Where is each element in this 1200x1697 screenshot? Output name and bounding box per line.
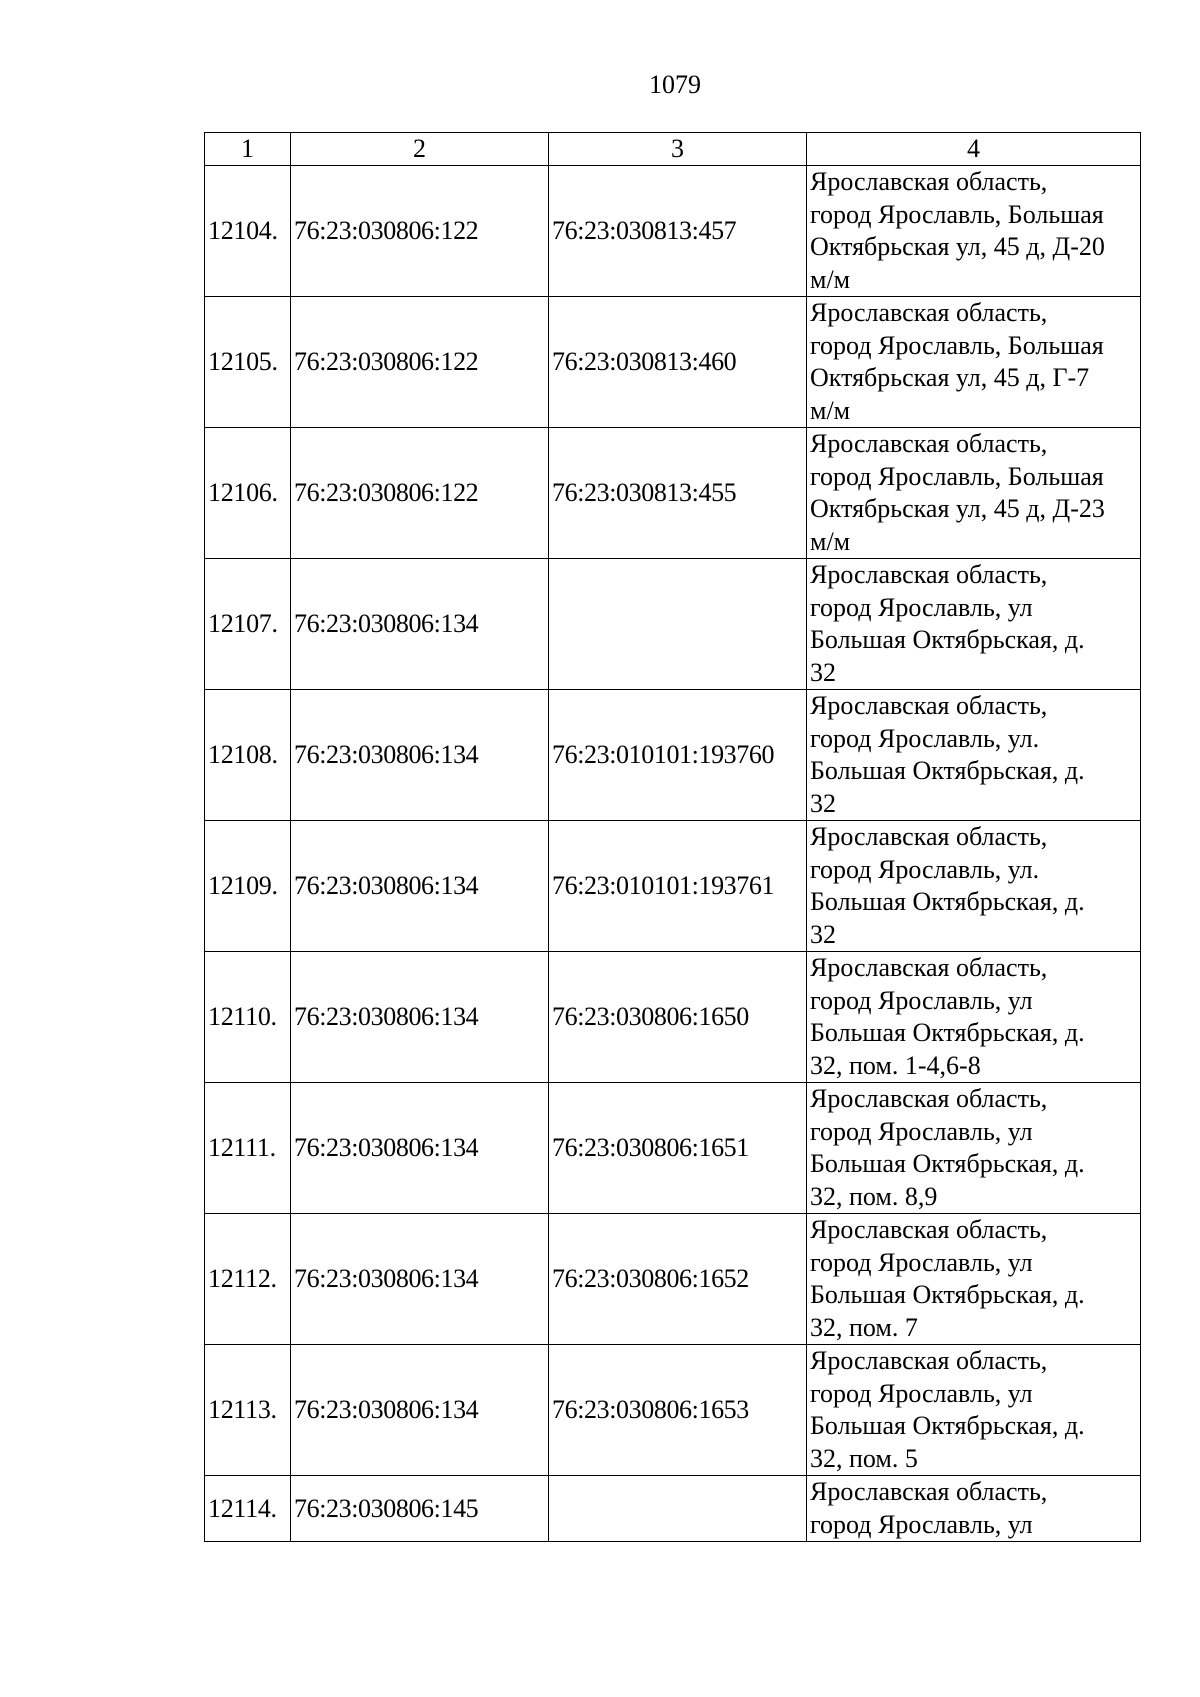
page-number: 1079 xyxy=(649,70,701,99)
address xyxy=(807,297,1141,428)
address-line: Ярославская область, xyxy=(810,429,1048,458)
address-line: Октябрьская ул, 45 д, Г-7 xyxy=(810,363,1090,392)
cadastral-number: 76:23:030806:134 xyxy=(291,952,549,1083)
row-number: 12114. xyxy=(205,1476,291,1542)
address-line: Ярославская область, xyxy=(810,822,1048,851)
address-line: м/м xyxy=(810,264,851,294)
table-row xyxy=(205,297,1141,428)
object-cadastral-number: 76:23:030806:1652 xyxy=(549,1214,807,1345)
header-col-3: 3 xyxy=(549,133,807,166)
address-line: 32, пом. 8,9 xyxy=(810,1181,938,1211)
address-line: Большая Октябрьская, д. xyxy=(810,1018,1085,1047)
address-line: город Ярославль, ул. xyxy=(810,723,1040,753)
table-row xyxy=(205,428,1141,559)
address-line: город Ярославль, ул xyxy=(810,985,1033,1015)
table-row xyxy=(205,821,1141,952)
cadastral-number: 76:23:030806:145 xyxy=(291,1476,549,1542)
address xyxy=(807,428,1141,559)
object-cadastral-number: 76:23:030806:1650 xyxy=(549,952,807,1083)
table-row xyxy=(205,1345,1141,1476)
address xyxy=(807,1083,1141,1214)
address-line: город Ярославль, Большая xyxy=(810,330,1104,360)
address xyxy=(807,1214,1141,1345)
cadastral-number: 76:23:030806:134 xyxy=(291,559,549,690)
address-line: Октябрьская ул, 45 д, Д-20 xyxy=(810,232,1105,261)
address-line: город Ярославль, ул xyxy=(810,1247,1033,1277)
address xyxy=(807,1476,1141,1542)
address-line: город Ярославль, Большая xyxy=(810,199,1104,229)
row-number: 12104. xyxy=(205,166,291,297)
row-number: 12108. xyxy=(205,690,291,821)
object-cadastral-number: 76:23:030813:457 xyxy=(549,166,807,297)
address-line: Ярославская область, xyxy=(810,560,1048,589)
address-line: Большая Октябрьская, д. xyxy=(810,1149,1085,1178)
table-row xyxy=(205,952,1141,1083)
registry-table xyxy=(204,132,1141,1542)
object-cadastral-number xyxy=(549,1476,807,1542)
address-line: город Ярославль, ул xyxy=(810,1378,1033,1408)
row-number: 12109. xyxy=(205,821,291,952)
address-line: Ярославская область, xyxy=(810,1084,1048,1113)
cadastral-number: 76:23:030806:134 xyxy=(291,1345,549,1476)
address-line: город Ярославль, ул xyxy=(810,1509,1033,1539)
cadastral-number: 76:23:030806:134 xyxy=(291,1214,549,1345)
address-line: Октябрьская ул, 45 д, Д-23 xyxy=(810,494,1105,523)
table-row xyxy=(205,559,1141,690)
address-line: м/м xyxy=(810,395,851,425)
address xyxy=(807,952,1141,1083)
object-cadastral-number xyxy=(549,559,807,690)
address-line: Ярославская область, xyxy=(810,1215,1048,1244)
address-line: Ярославская область, xyxy=(810,298,1048,327)
table-row xyxy=(205,690,1141,821)
address-line: Большая Октябрьская, д. xyxy=(810,887,1085,916)
header-col-4: 4 xyxy=(807,133,1141,166)
table-header xyxy=(205,133,1141,166)
cadastral-number: 76:23:030806:122 xyxy=(291,428,549,559)
object-cadastral-number: 76:23:030813:455 xyxy=(549,428,807,559)
row-number: 12111. xyxy=(205,1083,291,1214)
row-number: 12113. xyxy=(205,1345,291,1476)
cadastral-number: 76:23:030806:122 xyxy=(291,166,549,297)
header-row xyxy=(205,133,1141,166)
table-row xyxy=(205,1214,1141,1345)
address xyxy=(807,690,1141,821)
address-line: Ярославская область, xyxy=(810,1346,1048,1375)
header-col-1: 1 xyxy=(205,133,291,166)
table-body xyxy=(205,166,1141,1542)
address-line: Большая Октябрьская, д. xyxy=(810,1411,1085,1440)
address-line: город Ярославль, ул. xyxy=(810,854,1040,884)
cadastral-number: 76:23:030806:134 xyxy=(291,821,549,952)
row-number: 12112. xyxy=(205,1214,291,1345)
address-line: Большая Октябрьская, д. xyxy=(810,756,1085,785)
row-number: 12105. xyxy=(205,297,291,428)
address-line: 32, пом. 7 xyxy=(810,1312,918,1342)
object-cadastral-number: 76:23:030806:1651 xyxy=(549,1083,807,1214)
address-line: 32, пом. 1-4,6-8 xyxy=(810,1050,981,1080)
table-row xyxy=(205,1083,1141,1214)
address-line: город Ярославль, Большая xyxy=(810,461,1104,491)
object-cadastral-number: 76:23:010101:193761 xyxy=(549,821,807,952)
address-line: Ярославская область, xyxy=(810,691,1048,720)
address-line: Ярославская область, xyxy=(810,167,1048,196)
address-line: 32 xyxy=(810,919,836,949)
header-col-2: 2 xyxy=(291,133,549,166)
address-line: м/м xyxy=(810,526,851,556)
table-row xyxy=(205,1476,1141,1542)
address-line: 32 xyxy=(810,788,836,818)
object-cadastral-number: 76:23:030806:1653 xyxy=(549,1345,807,1476)
cadastral-number: 76:23:030806:134 xyxy=(291,1083,549,1214)
address-line: Ярославская область, xyxy=(810,953,1048,982)
address-line: 32, пом. 5 xyxy=(810,1443,918,1473)
object-cadastral-number: 76:23:010101:193760 xyxy=(549,690,807,821)
address-line: Большая Октябрьская, д. xyxy=(810,625,1085,654)
object-cadastral-number: 76:23:030813:460 xyxy=(549,297,807,428)
address xyxy=(807,559,1141,690)
address xyxy=(807,166,1141,297)
address xyxy=(807,1345,1141,1476)
cadastral-number: 76:23:030806:122 xyxy=(291,297,549,428)
address-line: город Ярославль, ул xyxy=(810,592,1033,622)
address-line: город Ярославль, ул xyxy=(810,1116,1033,1146)
row-number: 12106. xyxy=(205,428,291,559)
address xyxy=(807,821,1141,952)
address-line: 32 xyxy=(810,657,836,687)
row-number: 12107. xyxy=(205,559,291,690)
table-row xyxy=(205,166,1141,297)
address-line: Ярославская область, xyxy=(810,1477,1048,1506)
address-line: Большая Октябрьская, д. xyxy=(810,1280,1085,1309)
cadastral-number: 76:23:030806:134 xyxy=(291,690,549,821)
row-number: 12110. xyxy=(205,952,291,1083)
